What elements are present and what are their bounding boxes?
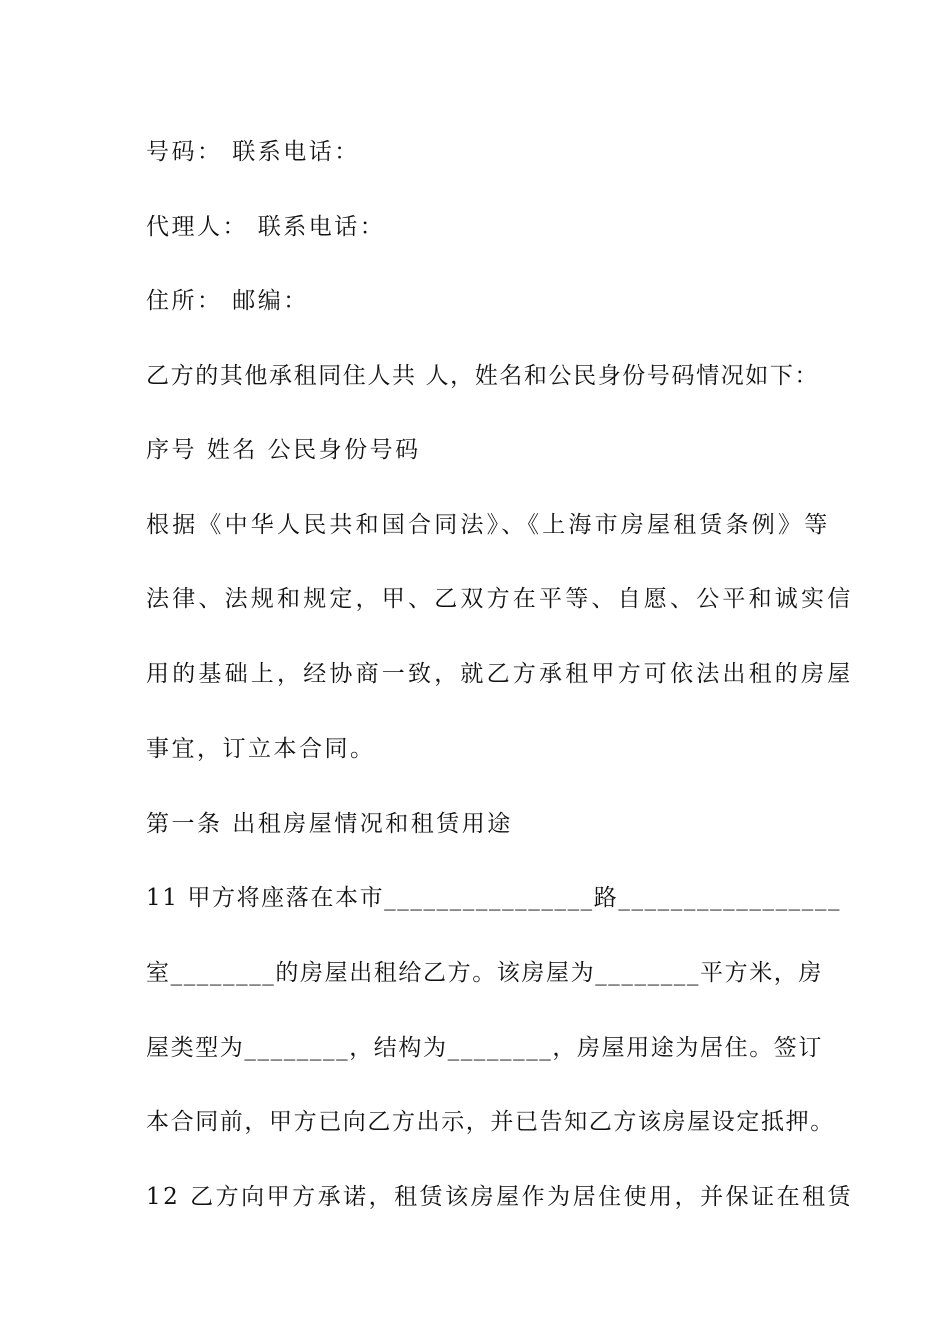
- text-line-clause-1-2: 12 乙方向甲方承诺，租赁该房屋作为居住使用，并保证在租赁: [146, 1184, 854, 1210]
- text-line-legal-basis-3: 用的基础上，经协商一致，就乙方承租甲方可依法出租的房屋: [146, 661, 854, 687]
- text-line-legal-basis: 根据《中华人民共和国合同法》、《上海市房屋租赁条例》等: [146, 512, 831, 538]
- text-line-clause-1-1-c: 屋类型为________，结构为________，房屋用途为居住。签订: [146, 1035, 823, 1061]
- text-line-agent: 代理人： 联系电话：: [146, 214, 386, 240]
- text-line-legal-basis-4: 事宜，订立本合同。: [146, 736, 376, 762]
- text-line-address: 住所： 邮编：: [146, 288, 309, 314]
- text-line-clause-1-1-b: 室________的房屋出租给乙方。该房屋为________平方米，房: [146, 960, 823, 986]
- text-line-clause-1-1-d: 本合同前，甲方已向乙方出示，并已告知乙方该房屋设定抵押。: [146, 1109, 835, 1135]
- text-line-clause-1-1: 11 甲方将座落在本市________________路_________________: [146, 885, 842, 911]
- text-line-co-residents: 乙方的其他承租同住人共 人，姓名和公民身份号码情况如下：: [146, 363, 820, 389]
- text-line-id-number: 号码： 联系电话：: [146, 139, 360, 165]
- text-line-table-header: 序号 姓名 公民身份号码: [146, 437, 421, 463]
- section-heading-article-1: 第一条 出租房屋情况和租赁用途: [146, 811, 513, 837]
- text-line-legal-basis-2: 法律、法规和规定，甲、乙双方在平等、自愿、公平和诚实信: [146, 586, 854, 612]
